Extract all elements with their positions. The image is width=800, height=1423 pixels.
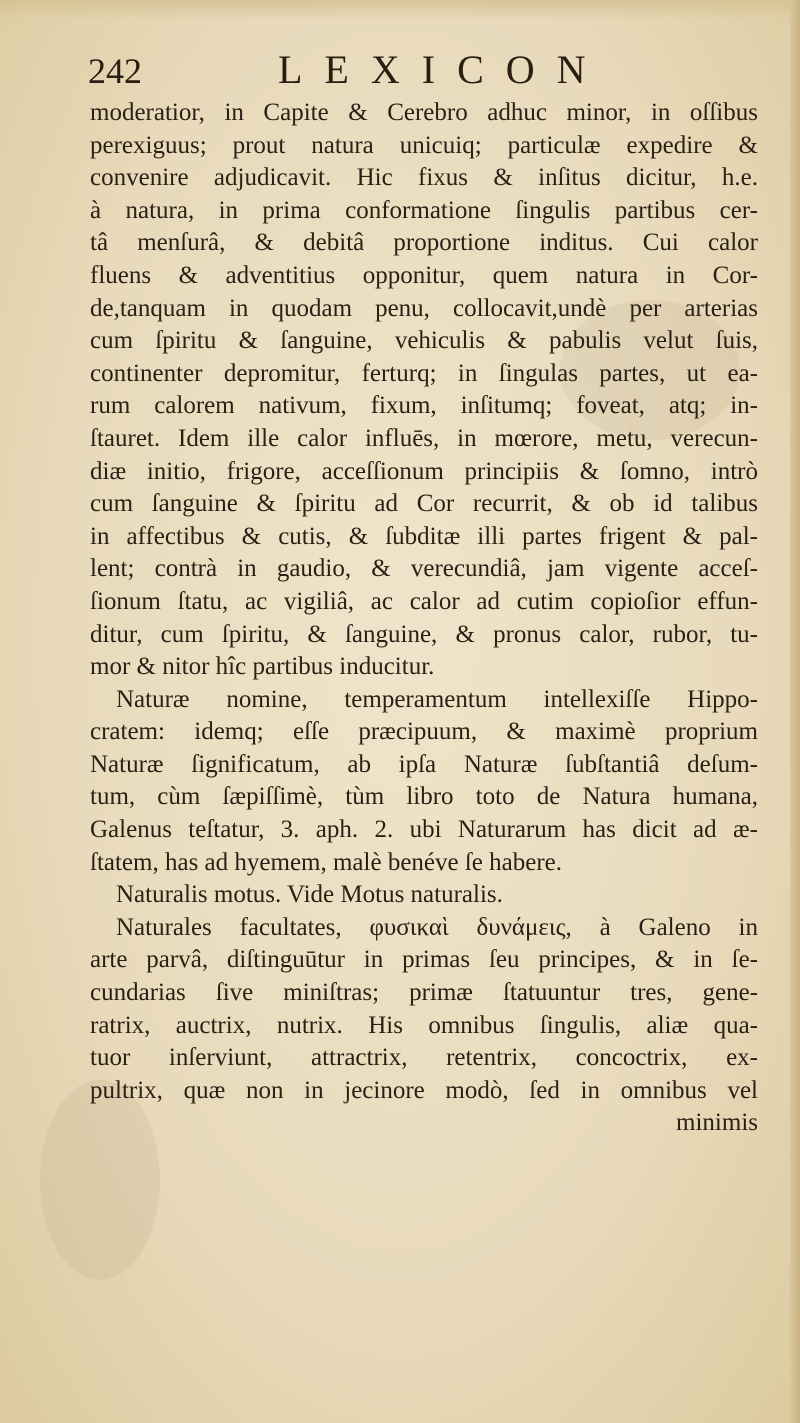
catchword: minimis [676, 1109, 758, 1137]
page-top-shadow [0, 0, 800, 20]
text-line: à natura, in prima conformatione ſingulis partibus cer- [90, 196, 758, 224]
text-line: tum, cùm ſæpiſſimè, tùm libro toto de Natura humana, [90, 783, 758, 811]
text-line: convenire adjudicavit. Hic fixus & inſitus dicitur, h.e. [90, 164, 758, 192]
text-line: rum calorem nativum, fixum, inſitumq; foveat, atq; in- [90, 392, 758, 420]
text-line: ſtauret. Idem ille calor influēs, in mœrore, metu, verecun- [90, 424, 758, 452]
text-line: cum ſanguine & ſpiritu ad Cor recurrit, & ob id talibus [90, 490, 758, 518]
text-line: lent; contrà in gaudio, & verecundiâ, jam vigente acceſ- [90, 555, 758, 583]
text-line: perexiguus; prout natura unicuiq; particulæ expedire & [90, 131, 758, 159]
text-line: moderatior, in Capite & Cerebro adhuc minor, in oſſibus [90, 99, 758, 126]
text-line: fluens & adventitius opponitur, quem natura in Cor- [90, 261, 758, 289]
text-line: tuor inſerviunt, attractrix, retentrix, concoctrix, ex- [90, 1044, 758, 1072]
text-line: arte parvâ, diſtinguūtur in primas ſeu principes, & in ſe- [90, 946, 758, 974]
text-line: mor & nitor hîc partibus inducitur. [90, 653, 435, 681]
page-header [88, 44, 748, 96]
page-number: 242 [88, 51, 142, 91]
entry-start-line: Naturalis motus. Vide Motus naturalis. [116, 881, 503, 909]
body-text [90, 97, 758, 1140]
text-line: diæ initio, frigore, acceſſionum principiis & ſomno, intrò [90, 457, 758, 485]
page-edge [790, 0, 800, 1423]
entry-start-line: Naturæ nomine, temperamentum intellexiſſe Hippo- [116, 685, 758, 713]
text-line: Galenus teſtatur, 3. aph. 2. ubi Naturarum has dicit ad æ- [90, 816, 758, 844]
text-line: ſtatem, has ad hyemem, malè benéve ſe habere. [90, 848, 563, 876]
running-head: LEXICON [278, 47, 608, 92]
entry-start-line: Naturales facultates, φυσικαὶ δυνάμεις, à Galeno in [116, 913, 758, 941]
text-line: ratrix, auctrix, nutrix. His omnibus ſingulis, aliæ qua- [90, 1011, 758, 1039]
text-line: in affectibus & cutis, & ſubditæ illi partes frigent & pal- [90, 522, 758, 550]
text-line: tâ menſurâ, & debitâ proportione inditus. Cui calor [90, 229, 758, 257]
text-line: cundarias ſive miniſtras; primæ ſtatuuntur tres, gene- [90, 979, 758, 1007]
text-line: continenter depromitur, ferturq; in ſingulas partes, ut ea- [90, 359, 758, 387]
text-line: cratem: idemq; eſſe præcipuum, & maximè proprium [90, 718, 758, 746]
text-line: ſionum ſtatu, ac vigiliâ, ac calor ad cutim copioſior effun- [90, 587, 758, 615]
text-line: de,tanquam in quodam penu, collocavit,undè per arterias [90, 294, 758, 322]
text-line: ditur, cum ſpiritu, & ſanguine, & pronus calor, rubor, tu- [90, 620, 758, 648]
text-line: pultrix, quæ non in jecinore modò, ſed in omnibus vel [90, 1076, 758, 1104]
text-line: Naturæ ſignificatum, ab ipſa Naturæ ſubſtantiâ deſum- [90, 750, 758, 778]
text-line: cum ſpiritu & ſanguine, vehiculis & pabulis velut ſuis, [90, 327, 758, 355]
